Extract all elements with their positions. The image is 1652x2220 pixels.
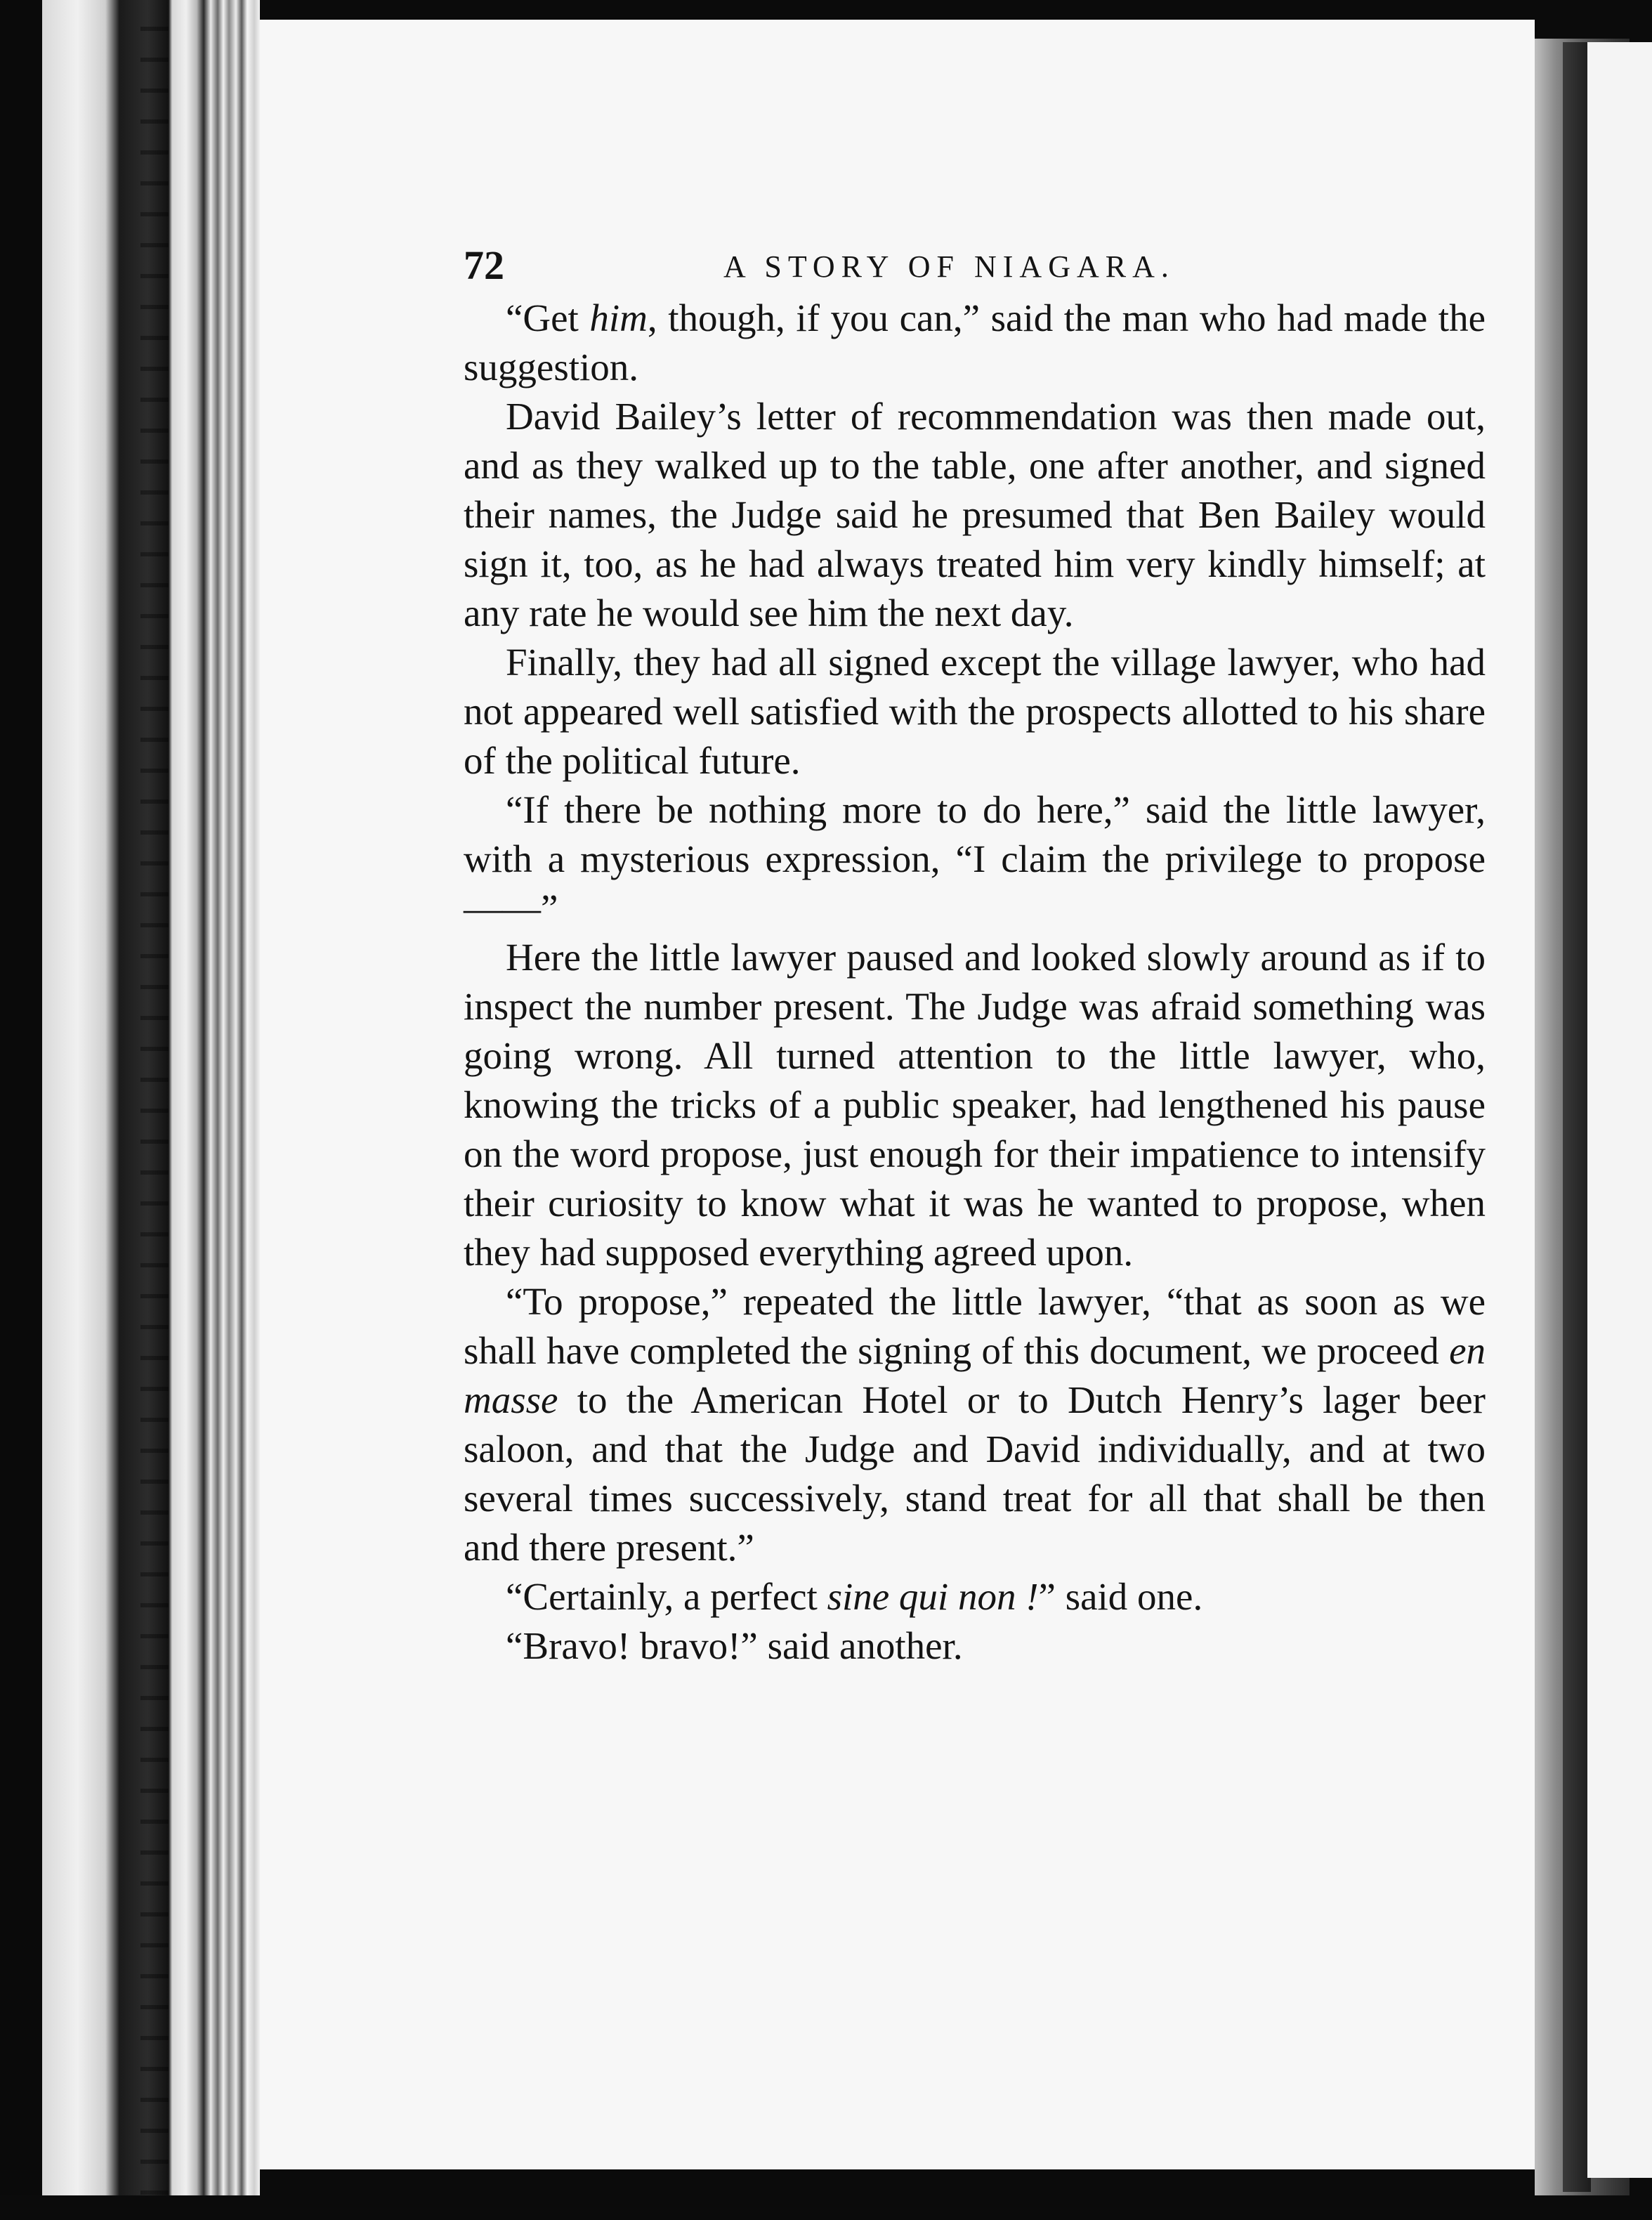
paragraph-2: David Bailey’s letter of recommendation was then made out, and as they walked up to the table, one after another, and signed their names, the Judge said he presumed that Ben Bailey would sign it, too, as he had always treated him very kindly himself; at any rate he would see him the next day. (464, 395, 1486, 634)
emphasis-sine-qui-non: sine qui non ! (827, 1575, 1039, 1618)
paragraph-1: “Get him, though, if you can,” said the man who had made the suggestion. (464, 296, 1486, 388)
emphasis-him: him (589, 296, 648, 339)
text-block (464, 237, 1486, 1671)
facing-page-edge (1587, 42, 1652, 2178)
bottom-edge (0, 2195, 1652, 2220)
paragraph-6: “To propose,” repeated the little lawyer, “that as soon as we shall have completed the signing of this document, we proceed en masse to the American Hotel or to Dutch Henry’s lager beer saloon, and that the Judge and David individually, and at two several times successively, stand treat for all that shall be then and there present.” (464, 1280, 1486, 1569)
running-title: A STORY OF NIAGARA. (723, 249, 1175, 284)
paragraph-3: Finally, they had all signed except the village lawyer, who had not appeared well satisfied with the prospects allotted to his share of the political future. (464, 641, 1486, 782)
paragraph-4: “If there be nothing more to do here,” said the little lawyer, with a mysterious expression, “I claim the privilege to propose ——” (464, 788, 1486, 929)
right-gutter-shadow (1563, 42, 1591, 2192)
paragraph-7: “Certainly, a perfect sine qui non !” said one. (506, 1575, 1203, 1618)
page-number: 72 (464, 242, 504, 288)
left-book-edge (0, 0, 260, 2220)
paragraph-8: “Bravo! bravo!” said another. (506, 1624, 963, 1667)
body-text (464, 294, 1486, 1671)
page-header (464, 237, 1486, 294)
emphasis-en-masse: en masse (464, 1329, 1486, 1421)
left-edge-shading (140, 0, 169, 2220)
paragraph-5: Here the little lawyer paused and looked slowly around as if to inspect the number present. The Judge was afraid something was going wrong. All turned attention to the little lawyer, who, knowing the tricks of a public speaker, had lengthened his pause on the word propose, just enough for their impatience to intensify their curiosity to know what it was he wanted to propose, when they had supposed everything agreed upon. (464, 936, 1486, 1274)
